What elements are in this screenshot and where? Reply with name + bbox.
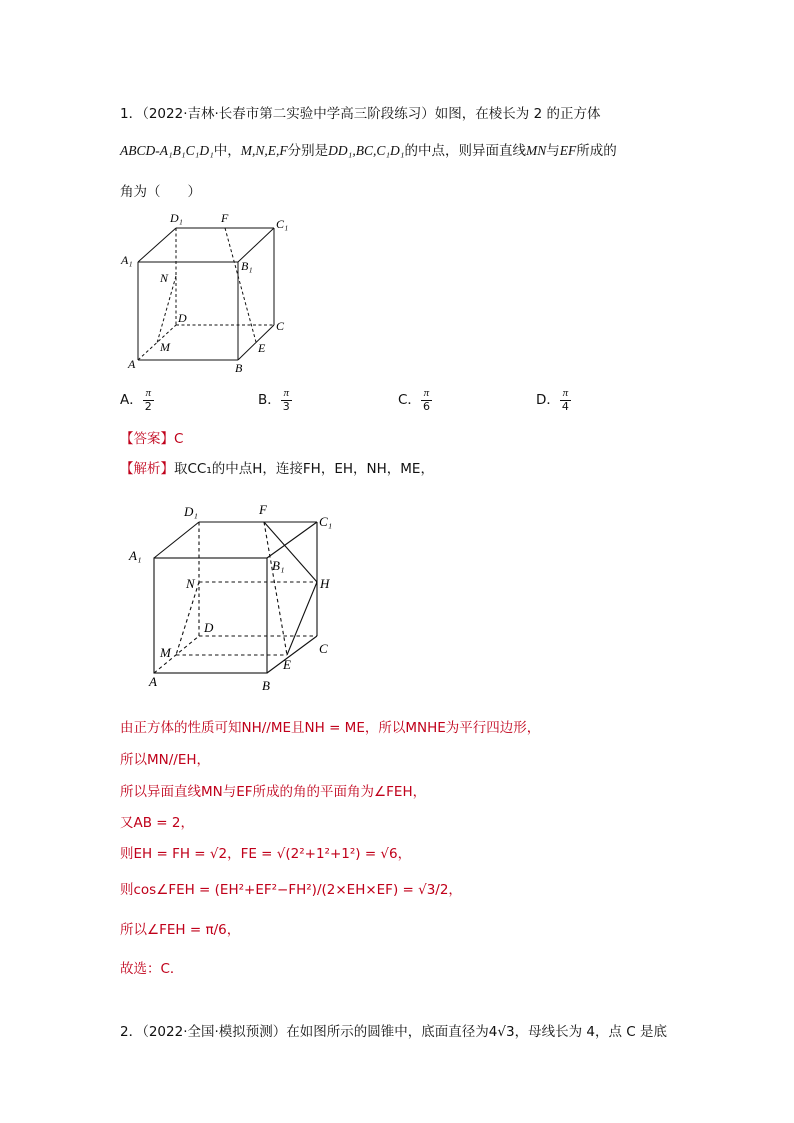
edge-a1d1	[138, 228, 176, 262]
solution-line-5: 则EH = FH = √2，FE = √(2²+1²+1²) = √6，	[120, 846, 412, 862]
edge-b1c1	[238, 228, 274, 262]
q1-cube-name: ABCD-A₁B₁C₁D₁	[120, 143, 214, 158]
option-d-den: 4	[561, 399, 569, 413]
q2-text: 在如图所示的圆锥中，底面直径为4√3，母线长为 4，点 C 是底	[286, 1024, 667, 1040]
lbl-e: E	[258, 341, 266, 355]
analysis-line	[120, 457, 434, 477]
option-a-den: 2	[144, 399, 152, 413]
q1-line-3: 角为（ ）	[120, 184, 201, 200]
option-b	[258, 388, 292, 412]
option-c-den: 6	[422, 399, 430, 413]
option-c-label: C．	[398, 392, 421, 409]
analysis-text: 取CC₁的中点H，连接FH，EH，NH，ME，	[174, 461, 434, 477]
solution-line-8: 故选：C．	[120, 961, 184, 977]
q1-number: 1．	[120, 106, 143, 122]
answer-line	[120, 427, 183, 447]
seg-fe	[225, 228, 256, 342]
lbl-d1: D₁	[184, 504, 198, 519]
option-d-value	[560, 388, 571, 412]
option-a-value	[143, 388, 154, 412]
answer-value: C	[174, 431, 184, 447]
option-b-den: 3	[282, 399, 290, 413]
lbl-a1: A₁	[121, 253, 133, 267]
q1-text-b: 中，	[213, 143, 241, 159]
lbl-f: F	[259, 502, 267, 517]
q1-line-ef: EF	[559, 143, 577, 158]
lbl-c: C	[319, 641, 328, 656]
lbl-f: F	[221, 211, 229, 225]
q1-source: （2022·吉林·长春市第二实验中学高三阶段练习）	[142, 106, 435, 122]
q1-text-f: 所成的	[576, 143, 617, 159]
option-d	[536, 388, 571, 412]
lbl-a: A	[128, 357, 136, 371]
solution-line-7: 所以∠FEH = π/6，	[120, 922, 241, 938]
seg-fh	[264, 522, 317, 582]
option-c	[398, 388, 432, 412]
edge-bc	[238, 325, 274, 360]
option-b-value	[281, 388, 292, 412]
lbl-e: E	[283, 657, 291, 672]
answer-tag: 【答案】	[120, 431, 174, 447]
q1-figure-1	[118, 208, 298, 380]
edge-ad	[138, 325, 176, 360]
lbl-c1: C₁	[319, 514, 333, 529]
option-a-label: A．	[120, 392, 143, 409]
q1-text-d: 的中点，则异面直线	[404, 143, 526, 159]
lbl-a: A	[149, 674, 157, 689]
q1-text-a: 如图，在棱长为 2 的正方体	[434, 106, 601, 122]
option-a	[120, 388, 154, 412]
q1-edges: DD₁,BC,C₁D₁	[328, 143, 405, 158]
edge-b1c1	[267, 522, 317, 558]
q1-text-e: 与	[546, 143, 560, 159]
lbl-b1: B₁	[241, 259, 253, 273]
lbl-b: B	[235, 361, 243, 375]
solution-line-3: 所以异面直线MN与EF所成的角的平面角为∠FEH，	[120, 784, 427, 800]
lbl-d: D	[204, 620, 214, 635]
edge-a1d1	[154, 522, 199, 558]
lbl-h: H	[320, 576, 330, 591]
lbl-d: D	[178, 311, 187, 325]
q1-line-mn: MN	[525, 143, 547, 158]
lbl-b: B	[262, 678, 270, 693]
option-d-label: D．	[536, 392, 560, 409]
q1-line-1	[120, 102, 600, 122]
front-face	[154, 558, 267, 673]
lbl-d1: D₁	[170, 211, 183, 225]
solution-line-4: 又AB = 2，	[120, 815, 194, 831]
lbl-m: M	[160, 340, 170, 354]
seg-nm	[157, 276, 176, 343]
option-b-label: B．	[258, 392, 281, 409]
seg-nm	[176, 582, 199, 655]
lbl-b1: B₁	[272, 558, 285, 573]
solution-line-1: 由正方体的性质可知NH//ME且NH = ME，所以MNHE为平行四边形，	[120, 720, 541, 736]
q2-line-1	[120, 1020, 667, 1040]
q1-line-2	[120, 139, 617, 159]
q1-figure-2	[124, 498, 344, 698]
seg-he	[287, 582, 317, 655]
option-b-num: π	[281, 388, 292, 401]
option-c-num: π	[421, 388, 432, 401]
lbl-a1: A₁	[129, 548, 142, 563]
q2-number: 2．	[120, 1024, 143, 1040]
option-d-num: π	[560, 388, 571, 401]
q1-text-c: 分别是	[287, 143, 329, 159]
lbl-n: N	[186, 576, 195, 591]
option-c-value	[421, 388, 432, 412]
lbl-n: N	[160, 271, 169, 285]
solution-line-2: 所以MN//EH，	[120, 752, 211, 768]
analysis-tag: 【解析】	[120, 461, 174, 477]
lbl-m: M	[160, 645, 171, 660]
q2-source: （2022·全国·模拟预测）	[142, 1024, 287, 1040]
q1-points: M,N,E,F	[240, 143, 288, 158]
lbl-c: C	[276, 319, 285, 333]
lbl-c1: C₁	[276, 217, 289, 231]
option-a-num: π	[143, 388, 154, 401]
solution-line-6: 则cos∠FEH = (EH²+EF²−FH²)/(2×EH×EF) = √3/2，	[120, 882, 462, 898]
